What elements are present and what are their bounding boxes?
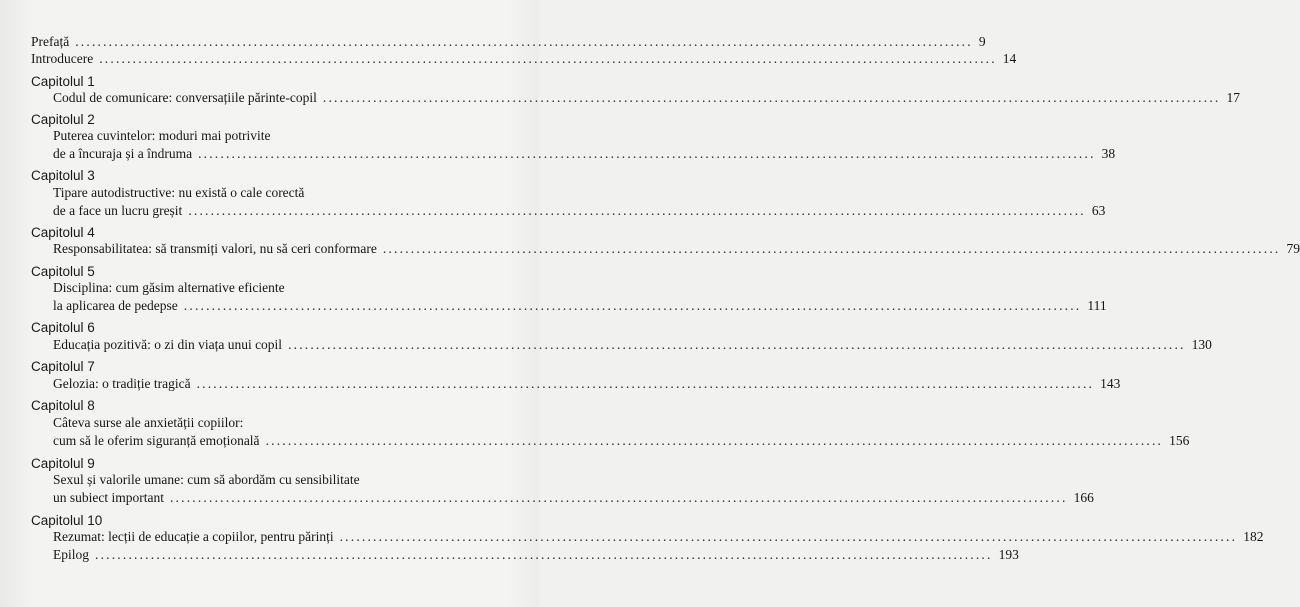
toc-entry-epilog <box>53 547 1019 563</box>
page-number: 156 <box>1169 433 1190 448</box>
toc-entry-chapter-7 <box>53 376 1121 392</box>
chapter-label: Capitolul 9 <box>31 456 95 471</box>
page-number: 79 <box>1286 241 1300 256</box>
chapter-label: Capitolul 5 <box>31 264 95 279</box>
chapter-label: Capitolul 10 <box>31 513 103 528</box>
toc-entry-chapter-6 <box>53 337 1212 353</box>
page-number: 182 <box>1243 529 1264 544</box>
dot-leader: ................................................................................................................................................................. <box>265 433 1164 448</box>
entry-title: Epilog <box>53 547 89 562</box>
dot-leader: ................................................................................................................................................................. <box>288 337 1186 352</box>
chapter-label: Capitolul 3 <box>31 168 95 183</box>
entry-title: Rezumat: lecții de educație a copiilor, pentru părinți <box>53 529 334 544</box>
toc-entry-chapter-3 <box>53 203 1106 219</box>
page-number: 63 <box>1091 203 1106 218</box>
dot-leader: ................................................................................................................................................................. <box>382 241 1281 256</box>
dot-leader: ................................................................................................................................................................. <box>188 203 1086 218</box>
toc-entry-chapter-2 <box>53 146 1116 162</box>
page-number: 143 <box>1100 376 1121 391</box>
entry-title: Codul de comunicare: conversațiile părinte-copil <box>53 90 317 105</box>
chapter-label: Capitolul 4 <box>31 225 95 240</box>
toc-entry-chapter-8 <box>53 433 1190 449</box>
chapter-label: Capitolul 8 <box>31 398 95 413</box>
chapter-label: Capitolul 6 <box>31 320 95 335</box>
toc-entry-introducere <box>31 51 1017 67</box>
entry-title-line: Sexul și valorile umane: cum să abordăm cu sensibilitate <box>53 472 360 487</box>
dot-leader: ................................................................................................................................................................. <box>322 90 1221 105</box>
entry-title: Introducere <box>31 51 94 66</box>
entry-title: la aplicarea de pedepse <box>53 298 178 313</box>
entry-title: de a încuraja și a îndruma <box>53 146 193 161</box>
dot-leader: ................................................................................................................................................................. <box>183 298 1082 313</box>
entry-title-line: Disciplina: cum găsim alternative eficiente <box>53 280 285 295</box>
page-number: 9 <box>978 34 986 49</box>
entry-title-line: Tipare autodistructive: nu există o cale corectă <box>53 185 305 200</box>
dot-leader: ................................................................................................................................................................. <box>75 34 973 49</box>
toc-entry-chapter-5 <box>53 298 1107 314</box>
dot-leader: ................................................................................................................................................................. <box>99 51 997 66</box>
toc-entry-chapter-4 <box>53 241 1300 257</box>
entry-title-line: Puterea cuvintelor: moduri mai potrivite <box>53 128 271 143</box>
toc-entry-prefata <box>31 34 986 50</box>
dot-leader: ................................................................................................................................................................. <box>95 547 993 562</box>
page-number: 14 <box>1002 51 1017 66</box>
toc-entry-chapter-9 <box>53 490 1094 506</box>
dot-leader: ................................................................................................................................................................. <box>196 376 1095 391</box>
page-number: 193 <box>998 547 1019 562</box>
page-number: 38 <box>1101 146 1116 161</box>
dot-leader: ................................................................................................................................................................. <box>169 490 1068 505</box>
entry-title: cum să le oferim siguranță emoțională <box>53 433 260 448</box>
page-number: 166 <box>1073 490 1094 505</box>
entry-title: un subiect important <box>53 490 164 505</box>
entry-title: Responsabilitatea: să transmiți valori, nu să ceri conformare <box>53 241 377 256</box>
entry-title: Gelozia: o tradiție tragică <box>53 376 191 391</box>
toc-entry-chapter-1 <box>53 90 1240 106</box>
dot-leader: ................................................................................................................................................................. <box>339 529 1238 544</box>
toc-entry-chapter-10 <box>53 529 1264 545</box>
page-number: 17 <box>1226 90 1240 105</box>
entry-title: Prefață <box>31 34 70 49</box>
chapter-label: Capitolul 2 <box>31 112 95 127</box>
dot-leader: ................................................................................................................................................................. <box>198 146 1096 161</box>
chapter-label: Capitolul 1 <box>31 74 95 89</box>
page-number: 111 <box>1087 298 1107 313</box>
entry-title-line: Câteva surse ale anxietății copiilor: <box>53 415 244 430</box>
chapter-label: Capitolul 7 <box>31 359 95 374</box>
entry-title: de a face un lucru greșit <box>53 203 183 218</box>
entry-title: Educația pozitivă: o zi din viața unui copil <box>53 337 283 352</box>
page-number: 130 <box>1191 337 1212 352</box>
